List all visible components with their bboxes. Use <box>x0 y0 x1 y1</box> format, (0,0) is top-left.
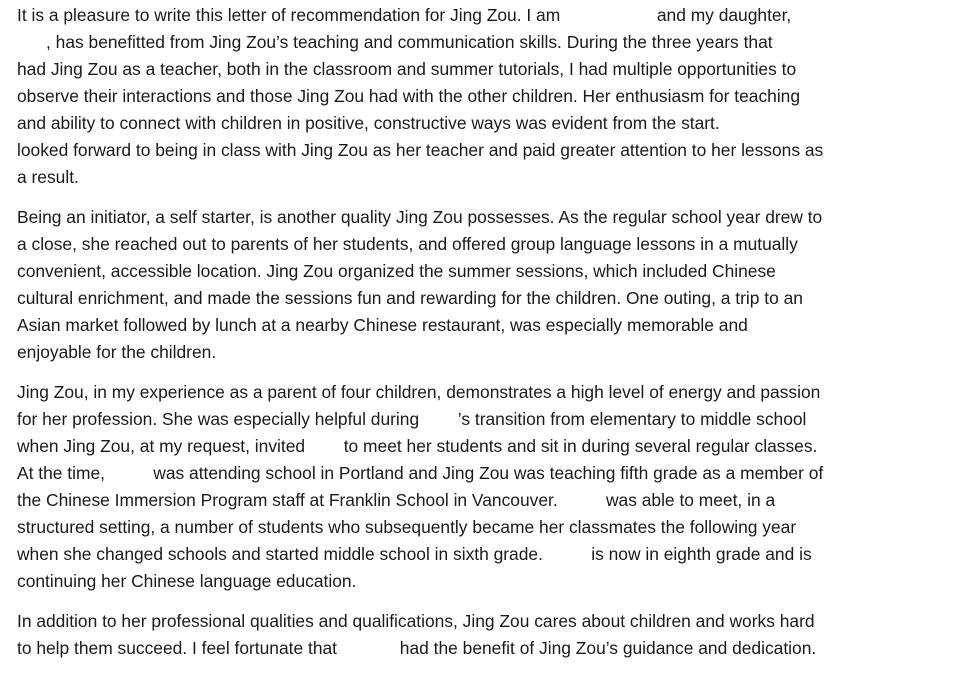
text-line: looked forward to being in class with Jing Zou as her teacher and paid greater attention to her lessons as <box>17 140 824 160</box>
text-line: had Jing Zou as a teacher, both in the classroom and summer tutorials, I had multiple opportunities to <box>17 59 797 79</box>
text-line: when Jing Zou, at my request, invited to meet her students and sit in during several regular classes. <box>17 436 818 456</box>
text-line: At the time, was attending school in Portland and Jing Zou was teaching fifth grade as a member of <box>17 463 824 483</box>
text-line: structured setting, a number of students who subsequently became her classmates the following year <box>17 517 797 537</box>
text-line: , has benefitted from Jing Zou’s teaching and communication skills. During the three years that <box>17 32 773 52</box>
text-line: the Chinese Immersion Program staff at Franklin School in Vancouver. was able to meet, in a <box>17 490 776 510</box>
text-line: continuing her Chinese language education. <box>17 571 357 591</box>
paragraph-1 <box>17 2 947 191</box>
text-line: to help them succeed. I feel fortunate that had the benefit of Jing Zou’s guidance and dedication. <box>17 638 817 658</box>
letter-body <box>17 2 947 675</box>
text-line: convenient, accessible location. Jing Zou organized the summer sessions, which included Chinese <box>17 261 776 281</box>
paragraph-2 <box>17 204 947 366</box>
text-line: Being an initiator, a self starter, is another quality Jing Zou possesses. As the regular school year drew to <box>17 207 823 227</box>
paragraph-3 <box>17 379 947 595</box>
text-line: Asian market followed by lunch at a nearby Chinese restaurant, was especially memorable and <box>17 315 748 335</box>
text-line: for her profession. She was especially helpful during ’s transition from elementary to middle school <box>17 409 807 429</box>
text-line: Jing Zou, in my experience as a parent of four children, demonstrates a high level of energy and passion <box>17 382 821 402</box>
text-line: cultural enrichment, and made the sessions fun and rewarding for the children. One outing, a trip to an <box>17 288 803 308</box>
text-line: It is a pleasure to write this letter of recommendation for Jing Zou. I am and my daughter, <box>17 5 792 25</box>
text-line: enjoyable for the children. <box>17 342 217 362</box>
paragraph-4 <box>17 608 947 662</box>
text-line: observe their interactions and those Jing Zou had with the other children. Her enthusiasm for teaching <box>17 86 801 106</box>
text-line: a result. <box>17 167 79 187</box>
text-line: In addition to her professional qualities and qualifications, Jing Zou cares about children and works hard <box>17 611 815 631</box>
text-line: and ability to connect with children in positive, constructive ways was evident from the start. <box>17 113 720 133</box>
text-line: when she changed schools and started middle school in sixth grade. is now in eighth grade and is <box>17 544 812 564</box>
text-line: a close, she reached out to parents of her students, and offered group language lessons in a mutually <box>17 234 798 254</box>
